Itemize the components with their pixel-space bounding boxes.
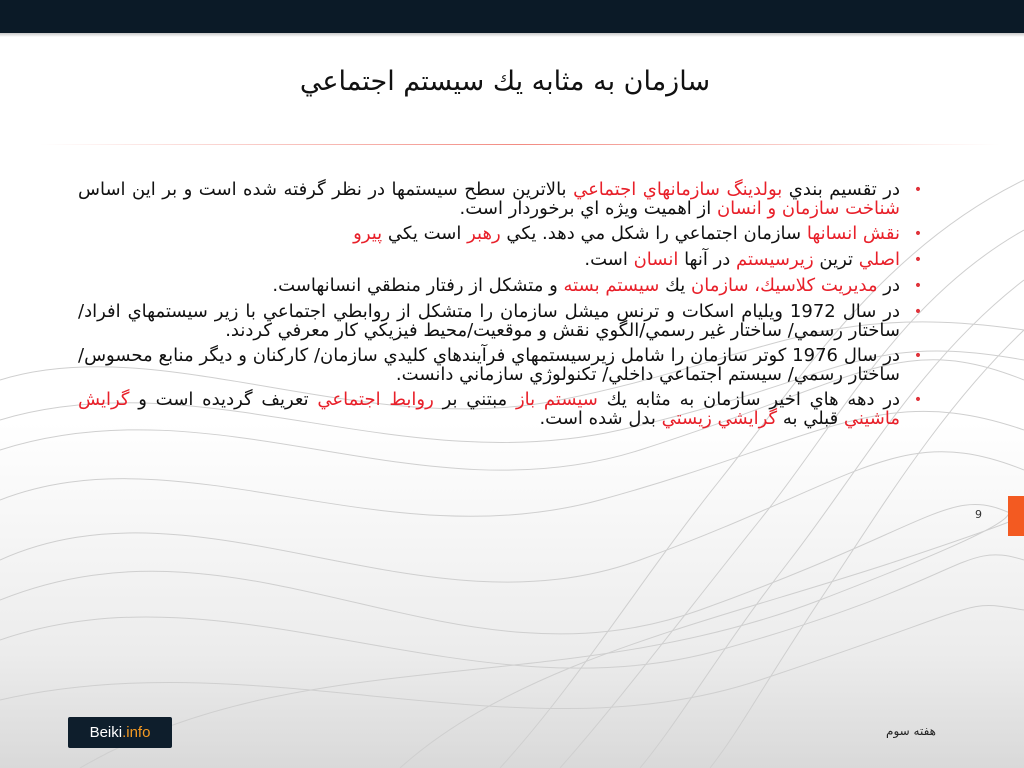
logo-word: Beiki: [89, 724, 123, 741]
highlighted-text: گرايش ماشيني: [78, 389, 900, 429]
text-segment: بدل شده است.: [539, 408, 662, 429]
text-segment: تعريف گرديده است و: [129, 389, 318, 410]
highlighted-text: زيرسيستم: [736, 249, 814, 270]
bullet-marker-icon: •: [913, 278, 923, 294]
text-segment: سازمان اجتماعي را شكل مي دهد. يكي: [500, 223, 807, 244]
bullet-list: [78, 180, 936, 434]
text-segment: يك: [659, 275, 691, 296]
text-segment: است يكي: [382, 223, 468, 244]
highlighted-text: روابط اجتماعي: [317, 389, 434, 410]
bullet-text: [78, 180, 900, 218]
title-divider: [40, 144, 1000, 145]
highlighted-text: سيستم بسته: [563, 275, 660, 296]
highlighted-text: گرايشي زيستي: [661, 408, 778, 429]
bullet-marker-icon: •: [913, 182, 923, 198]
text-segment: است.: [584, 249, 634, 270]
page-number: 9: [975, 508, 982, 521]
highlighted-text: نقش انسانها: [806, 223, 900, 244]
bullet-marker-icon: •: [913, 348, 923, 364]
bullet-text: [78, 390, 900, 428]
highlighted-text: مديريت كلاسيك، سازمان: [690, 275, 878, 296]
highlighted-text: شناخت سازمان و انسان: [716, 198, 900, 219]
highlighted-text: پيرو: [353, 223, 383, 244]
text-segment: مبتني بر: [433, 389, 516, 410]
bullet-text: [78, 346, 900, 384]
text-segment: ترين: [813, 249, 859, 270]
bullet-text: [78, 276, 900, 295]
highlighted-text: بولدينگ سازمانهاي اجتماعي: [573, 179, 783, 200]
text-segment: از اهميت ويژه اي برخوردار است.: [459, 198, 717, 219]
slide-title: سازمان به مثابه يك سيستم اجتماعي: [299, 66, 711, 97]
logo-suffix: .info: [122, 724, 151, 741]
bullet-item: [78, 250, 936, 270]
text-segment: قبلي به: [777, 408, 844, 429]
bullet-marker-icon: •: [913, 252, 923, 268]
text-segment: بالاترين سطح سيستمها در نظر گرفته شده است و بر اين اساس: [78, 179, 574, 200]
text-segment: در سال 1972 ويليام اسكات و ترنس ميشل سازمان را متشكل از روابطي اجتماعي با زير سيستمهاي افراد/ ساختار رسمي/ ساختار غير رسمي/الگوي نقش و موقعيت/محيط فيزيكي كار معرفي كردند.: [78, 301, 900, 341]
bullet-item: [78, 346, 936, 384]
bullet-text: [78, 302, 900, 340]
highlighted-text: سيستم باز: [515, 389, 598, 410]
bullet-item: [78, 180, 936, 218]
text-segment: در دهه هاي اخير سازمان به مثابه يك: [597, 389, 901, 410]
bullet-text: [78, 224, 900, 243]
text-segment: و متشكل از رفتار منطقي انسانهاست.: [272, 275, 564, 296]
bullet-item: [78, 276, 936, 296]
bullet-text: [78, 250, 900, 269]
bullet-marker-icon: •: [913, 226, 923, 242]
accent-tab: [1008, 496, 1024, 536]
highlighted-text: رهبر: [467, 223, 501, 244]
text-segment: در تقسيم بندي: [782, 179, 900, 200]
bullet-item: [78, 390, 936, 428]
text-segment: در: [877, 275, 900, 296]
beiki-logo[interactable]: [68, 717, 172, 748]
bullet-marker-icon: •: [913, 304, 923, 320]
text-segment: در آنها: [678, 249, 737, 270]
footer-week-label: هفته سوم: [886, 724, 936, 738]
highlighted-text: انسان: [633, 249, 679, 270]
highlighted-text: اصلي: [858, 249, 900, 270]
bullet-item: [78, 224, 936, 244]
bullet-item: [78, 302, 936, 340]
text-segment: در سال 1976 كوتر سازمان را شامل زيرسيستمهاي فرآيندهاي كليدي سازمان/ كاركنان و ديگر منابع محسوس/ ساختار رسمي/ سيستم اجتماعي داخلي/ تكنولوژي سازماني دانست.: [78, 345, 900, 385]
bullet-marker-icon: •: [913, 392, 923, 408]
